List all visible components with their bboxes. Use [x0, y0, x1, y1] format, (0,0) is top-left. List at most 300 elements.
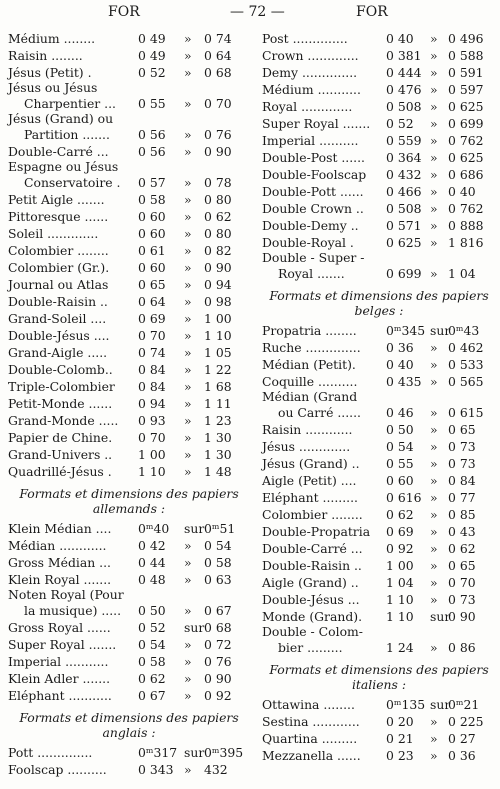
- format-name: Double-Pott ......: [262, 184, 364, 199]
- height-value: 0ᵐ395: [204, 745, 244, 760]
- format-name: Conservatoire .: [24, 175, 121, 190]
- format-row: [8, 537, 250, 554]
- format-name: Jésus (Grand) ou: [8, 111, 114, 126]
- format-row: [262, 747, 496, 764]
- width-value: 0 60: [138, 209, 166, 224]
- separator: »: [430, 201, 438, 216]
- width-value: 0 55: [386, 456, 414, 471]
- separator: »: [430, 524, 438, 539]
- format-name: ou Carré ......: [278, 405, 361, 420]
- format-row: [8, 687, 250, 704]
- format-name: Médium ........: [8, 31, 96, 46]
- format-name: Aigle (Petit) ....: [262, 473, 357, 488]
- separator: »: [184, 464, 192, 479]
- separator: »: [430, 422, 438, 437]
- format-name: Quartina .........: [262, 731, 358, 746]
- width-value: 1 24: [386, 640, 414, 655]
- format-name: Foolscap ..........: [8, 762, 107, 777]
- format-name: Double Crown ..: [262, 201, 364, 216]
- format-row: [262, 149, 496, 166]
- format-name: Raisin ............: [262, 422, 353, 437]
- height-value: 0 58: [204, 555, 232, 570]
- separator: »: [184, 396, 192, 411]
- separator: »: [430, 731, 438, 746]
- height-value: 0 588: [448, 48, 484, 63]
- format-row: [8, 112, 250, 126]
- width-value: 0 94: [138, 396, 166, 411]
- width-value: 0 616: [386, 490, 422, 505]
- height-value: 1 68: [204, 379, 232, 394]
- format-row: [8, 412, 250, 429]
- format-row: [262, 404, 496, 421]
- format-row: [262, 489, 496, 506]
- separator: »: [184, 294, 192, 309]
- format-name: Colombier ........: [8, 243, 109, 258]
- format-name: Royal .......: [278, 266, 345, 281]
- height-value: 0 699: [448, 116, 484, 131]
- width-value: 0 508: [386, 201, 422, 216]
- format-name: Super Royal .......: [8, 637, 117, 652]
- format-name: Papier de Chine.: [8, 430, 113, 445]
- separator: »: [184, 243, 192, 258]
- width-value: 0 46: [386, 405, 414, 420]
- height-value: 0 43: [448, 524, 476, 539]
- format-name: la musique) .....: [24, 603, 122, 618]
- format-row: [8, 191, 250, 208]
- format-name: Double-Carré ...: [262, 541, 363, 556]
- format-row: [262, 81, 496, 98]
- width-value: 0 58: [138, 654, 166, 669]
- format-row: [8, 327, 250, 344]
- format-row: [8, 344, 250, 361]
- separator: »: [430, 116, 438, 131]
- left-column: [8, 30, 250, 778]
- separator: sur: [430, 697, 451, 712]
- height-value: 1 816: [448, 235, 484, 250]
- height-value: 1 10: [204, 328, 232, 343]
- width-value: 0 60: [138, 260, 166, 275]
- separator: »: [430, 65, 438, 80]
- format-name: Double-Carré ...: [8, 144, 109, 159]
- separator: »: [430, 541, 438, 556]
- format-name: Coquille ..........: [262, 374, 358, 389]
- format-name: Colombier (Gr.).: [8, 260, 110, 275]
- format-name: Klein Royal .......: [8, 572, 112, 587]
- format-row: [262, 472, 496, 489]
- format-name: Pittoresque ......: [8, 209, 109, 224]
- format-row: [8, 174, 250, 191]
- format-name: Petit-Monde ......: [8, 396, 113, 411]
- format-row: [262, 540, 496, 557]
- separator: »: [430, 235, 438, 250]
- height-value: 0 591: [448, 65, 484, 80]
- format-name: Ruche ..............: [262, 340, 361, 355]
- right-column: [262, 30, 496, 764]
- format-name: Double - Colom-: [262, 624, 363, 639]
- width-value: 0 69: [386, 524, 414, 539]
- separator: sur: [184, 521, 205, 536]
- format-name: Super Royal .......: [262, 116, 371, 131]
- height-value: 0 84: [448, 473, 476, 488]
- height-value: 0ᵐ43: [448, 323, 480, 338]
- height-value: 0 85: [448, 507, 476, 522]
- section-heading: Formats et dimensions des papiers italiens :: [269, 662, 489, 692]
- height-value: 0 762: [448, 201, 484, 216]
- separator: »: [430, 31, 438, 46]
- height-value: 0 70: [204, 96, 232, 111]
- separator: »: [184, 328, 192, 343]
- width-value: 0 61: [138, 243, 166, 258]
- height-value: 0 80: [204, 226, 232, 241]
- width-value: 0 23: [386, 748, 414, 763]
- format-row: [8, 520, 250, 537]
- separator: sur: [184, 745, 205, 760]
- width-value: 0 69: [138, 311, 166, 326]
- width-value: 0 62: [138, 671, 166, 686]
- height-value: 1 00: [204, 311, 232, 326]
- separator: »: [430, 167, 438, 182]
- format-row: [8, 429, 250, 446]
- width-value: 0 571: [386, 218, 422, 233]
- separator: sur: [430, 323, 451, 338]
- separator: »: [184, 654, 192, 669]
- height-value: 0 72: [204, 637, 232, 652]
- separator: »: [184, 762, 192, 777]
- format-name: Klein Adler .......: [8, 671, 111, 686]
- height-value: 0 597: [448, 82, 484, 97]
- format-name: Double-Demy ..: [262, 218, 359, 233]
- width-value: 0 70: [138, 328, 166, 343]
- format-name: Double - Super -: [262, 250, 365, 265]
- width-value: 0ᵐ40: [138, 521, 170, 536]
- format-name: Grand-Soleil ....: [8, 311, 107, 326]
- height-value: 0 90: [204, 260, 232, 275]
- separator: »: [184, 226, 192, 241]
- format-name: Espagne ou Jésus: [8, 159, 119, 174]
- format-name: Partition .......: [24, 127, 110, 142]
- separator: »: [430, 82, 438, 97]
- height-value: 0 80: [204, 192, 232, 207]
- format-name: Double-Propatria: [262, 524, 371, 539]
- width-value: 0 67: [138, 688, 166, 703]
- width-value: 1 04: [386, 575, 414, 590]
- format-row: [262, 696, 496, 713]
- separator: »: [184, 603, 192, 618]
- format-row: [8, 670, 250, 687]
- width-value: 0 56: [138, 127, 166, 142]
- separator: sur: [430, 609, 451, 624]
- width-value: 0 64: [138, 294, 166, 309]
- separator: »: [430, 218, 438, 233]
- width-value: 0 65: [138, 277, 166, 292]
- separator: »: [184, 260, 192, 275]
- height-value: 0 496: [448, 31, 484, 46]
- format-row: [8, 259, 250, 276]
- format-name: Klein Médian ....: [8, 521, 112, 536]
- width-value: 0 36: [386, 340, 414, 355]
- format-row: [8, 653, 250, 670]
- format-row: [8, 395, 250, 412]
- format-row: [262, 730, 496, 747]
- separator: »: [184, 311, 192, 326]
- format-row: [8, 293, 250, 310]
- separator: »: [184, 192, 192, 207]
- format-row: [262, 390, 496, 404]
- page-number: — 72 —: [230, 4, 285, 20]
- format-row: [262, 356, 496, 373]
- format-row: [262, 506, 496, 523]
- height-value: 0 76: [204, 127, 232, 142]
- format-name: Journal ou Atlas: [8, 277, 109, 292]
- height-value: 432: [204, 762, 228, 777]
- format-name: Double-Royal .: [262, 235, 354, 250]
- height-value: 0 625: [448, 150, 484, 165]
- height-value: 0 68: [204, 620, 232, 635]
- format-row: [8, 744, 250, 761]
- width-value: 0 40: [386, 357, 414, 372]
- format-row: [8, 126, 250, 143]
- separator: »: [430, 357, 438, 372]
- format-row: [262, 421, 496, 438]
- separator: »: [184, 175, 192, 190]
- height-value: 1 04: [448, 266, 476, 281]
- width-value: 0 50: [386, 422, 414, 437]
- width-value: 0 52: [138, 620, 166, 635]
- separator: »: [430, 714, 438, 729]
- width-value: 0 70: [138, 430, 166, 445]
- separator: »: [184, 31, 192, 46]
- format-row: [262, 234, 496, 251]
- separator: »: [430, 405, 438, 420]
- format-row: [8, 276, 250, 293]
- width-value: 1 10: [386, 609, 414, 624]
- height-value: 1 22: [204, 362, 232, 377]
- format-name: Double-Jésus ...: [262, 592, 360, 607]
- width-value: 0 74: [138, 345, 166, 360]
- format-row: [8, 310, 250, 327]
- height-value: 0 82: [204, 243, 232, 258]
- width-value: 0 40: [386, 31, 414, 46]
- format-row: [262, 713, 496, 730]
- separator: »: [184, 362, 192, 377]
- format-name: Double-Raisin ..: [8, 294, 108, 309]
- height-value: 0 77: [448, 490, 476, 505]
- width-value: 0ᵐ135: [386, 697, 426, 712]
- width-value: 0 343: [138, 762, 174, 777]
- format-name: Médian ............: [8, 538, 107, 553]
- width-value: 0 84: [138, 362, 166, 377]
- separator: »: [430, 592, 438, 607]
- height-value: 0 64: [204, 48, 232, 63]
- format-row: [262, 217, 496, 234]
- height-value: 0ᵐ21: [448, 697, 480, 712]
- format-name: Jésus (Grand) ..: [262, 456, 360, 471]
- separator: »: [184, 127, 192, 142]
- height-value: 0 78: [204, 175, 232, 190]
- height-value: 0 94: [204, 277, 232, 292]
- separator: »: [430, 340, 438, 355]
- format-name: Monde (Grand).: [262, 609, 363, 624]
- separator: »: [184, 555, 192, 570]
- separator: »: [184, 637, 192, 652]
- height-value: 0 565: [448, 374, 484, 389]
- separator: »: [184, 379, 192, 394]
- format-name: Mezzanella ......: [262, 748, 361, 763]
- height-value: 0 54: [204, 538, 232, 553]
- format-row: [262, 98, 496, 115]
- format-name: Crown .............: [262, 48, 359, 63]
- format-name: Eléphant .........: [262, 490, 358, 505]
- separator: »: [430, 473, 438, 488]
- format-row: [262, 115, 496, 132]
- format-row: [8, 571, 250, 588]
- width-value: 0 56: [138, 144, 166, 159]
- width-value: 0 54: [386, 439, 414, 454]
- format-name: Charpentier ...: [24, 96, 116, 111]
- width-value: 0 93: [138, 413, 166, 428]
- separator: »: [184, 688, 192, 703]
- format-name: Double-Raisin ..: [262, 558, 362, 573]
- format-name: Quadrillé-Jésus .: [8, 464, 112, 479]
- format-row: [8, 47, 250, 64]
- format-row: [262, 639, 496, 656]
- separator: »: [184, 345, 192, 360]
- height-value: 0 462: [448, 340, 484, 355]
- height-value: 1 23: [204, 413, 232, 428]
- width-value: 0ᵐ345: [386, 323, 426, 338]
- width-value: 0 444: [386, 65, 422, 80]
- separator: »: [184, 96, 192, 111]
- width-value: 0 62: [386, 507, 414, 522]
- width-value: 0 60: [138, 226, 166, 241]
- separator: »: [184, 671, 192, 686]
- format-name: Demy ..............: [262, 65, 358, 80]
- width-value: 0 559: [386, 133, 422, 148]
- format-row: [8, 242, 250, 259]
- width-value: 0 50: [138, 603, 166, 618]
- width-value: 0 476: [386, 82, 422, 97]
- height-value: 0 762: [448, 133, 484, 148]
- height-value: 0 73: [448, 456, 476, 471]
- height-value: 0 76: [204, 654, 232, 669]
- height-value: 0 74: [204, 31, 232, 46]
- width-value: 0 48: [138, 572, 166, 587]
- format-name: Médian (Petit).: [262, 357, 356, 372]
- format-name: Imperial ...........: [8, 654, 109, 669]
- format-name: Gross Médian ...: [8, 555, 111, 570]
- separator: »: [430, 133, 438, 148]
- format-row: [8, 361, 250, 378]
- height-value: 0 62: [448, 541, 476, 556]
- format-row: [262, 557, 496, 574]
- format-row: [8, 619, 250, 636]
- height-value: 0 27: [448, 731, 476, 746]
- width-value: 0 508: [386, 99, 422, 114]
- width-value: 0 49: [138, 31, 166, 46]
- format-row: [8, 64, 250, 81]
- format-row: [8, 30, 250, 47]
- width-value: 0 57: [138, 175, 166, 190]
- format-name: Grand-Aigle .....: [8, 345, 108, 360]
- width-value: 0 466: [386, 184, 422, 199]
- running-head-right: FOR: [356, 4, 388, 20]
- width-value: 0 21: [386, 731, 414, 746]
- format-row: [262, 373, 496, 390]
- separator: »: [430, 640, 438, 655]
- width-value: 0 699: [386, 266, 422, 281]
- height-value: 0 73: [448, 592, 476, 607]
- format-row: [8, 602, 250, 619]
- format-row: [262, 30, 496, 47]
- width-value: 0 52: [386, 116, 414, 131]
- width-value: 0 55: [138, 96, 166, 111]
- format-name: Propatria ........: [262, 323, 357, 338]
- separator: »: [184, 430, 192, 445]
- format-row: [262, 47, 496, 64]
- height-value: 0 888: [448, 218, 484, 233]
- height-value: 1 48: [204, 464, 232, 479]
- format-row: [8, 446, 250, 463]
- separator: »: [184, 572, 192, 587]
- height-value: 0 90: [448, 609, 476, 624]
- format-row: [8, 95, 250, 112]
- format-row: [262, 265, 496, 282]
- width-value: 1 00: [138, 447, 166, 462]
- format-name: Eléphant ...........: [8, 688, 112, 703]
- page-header: [0, 4, 500, 22]
- height-value: 0 73: [448, 439, 476, 454]
- width-value: 0 49: [138, 48, 166, 63]
- format-name: Petit Aigle .......: [8, 192, 105, 207]
- format-name: Double-Jésus ....: [8, 328, 110, 343]
- separator: »: [430, 558, 438, 573]
- height-value: 0 533: [448, 357, 484, 372]
- height-value: 0 625: [448, 99, 484, 114]
- separator: »: [430, 374, 438, 389]
- height-value: 1 05: [204, 345, 232, 360]
- separator: »: [184, 144, 192, 159]
- separator: »: [430, 507, 438, 522]
- height-value: 0 686: [448, 167, 484, 182]
- format-row: [262, 438, 496, 455]
- width-value: 1 00: [386, 558, 414, 573]
- width-value: 0 435: [386, 374, 422, 389]
- format-row: [262, 132, 496, 149]
- height-value: 0 98: [204, 294, 232, 309]
- height-value: 0 63: [204, 572, 232, 587]
- width-value: 0 42: [138, 538, 166, 553]
- height-value: 0 225: [448, 714, 484, 729]
- format-row: [8, 761, 250, 778]
- height-value: 0 70: [448, 575, 476, 590]
- format-row: [262, 625, 496, 639]
- height-value: 0 65: [448, 558, 476, 573]
- format-row: [8, 143, 250, 160]
- height-value: 0 62: [204, 209, 232, 224]
- separator: sur: [184, 620, 205, 635]
- format-row: [262, 339, 496, 356]
- height-value: 0ᵐ51: [204, 521, 236, 536]
- section-heading: Formats et dimensions des papiers belges :: [269, 288, 489, 318]
- format-row: [262, 251, 496, 265]
- format-name: Imperial ..........: [262, 133, 359, 148]
- format-row: [8, 554, 250, 571]
- separator: »: [430, 490, 438, 505]
- format-row: [8, 636, 250, 653]
- separator: »: [430, 48, 438, 63]
- format-name: Aigle (Grand) ..: [262, 575, 359, 590]
- separator: »: [184, 209, 192, 224]
